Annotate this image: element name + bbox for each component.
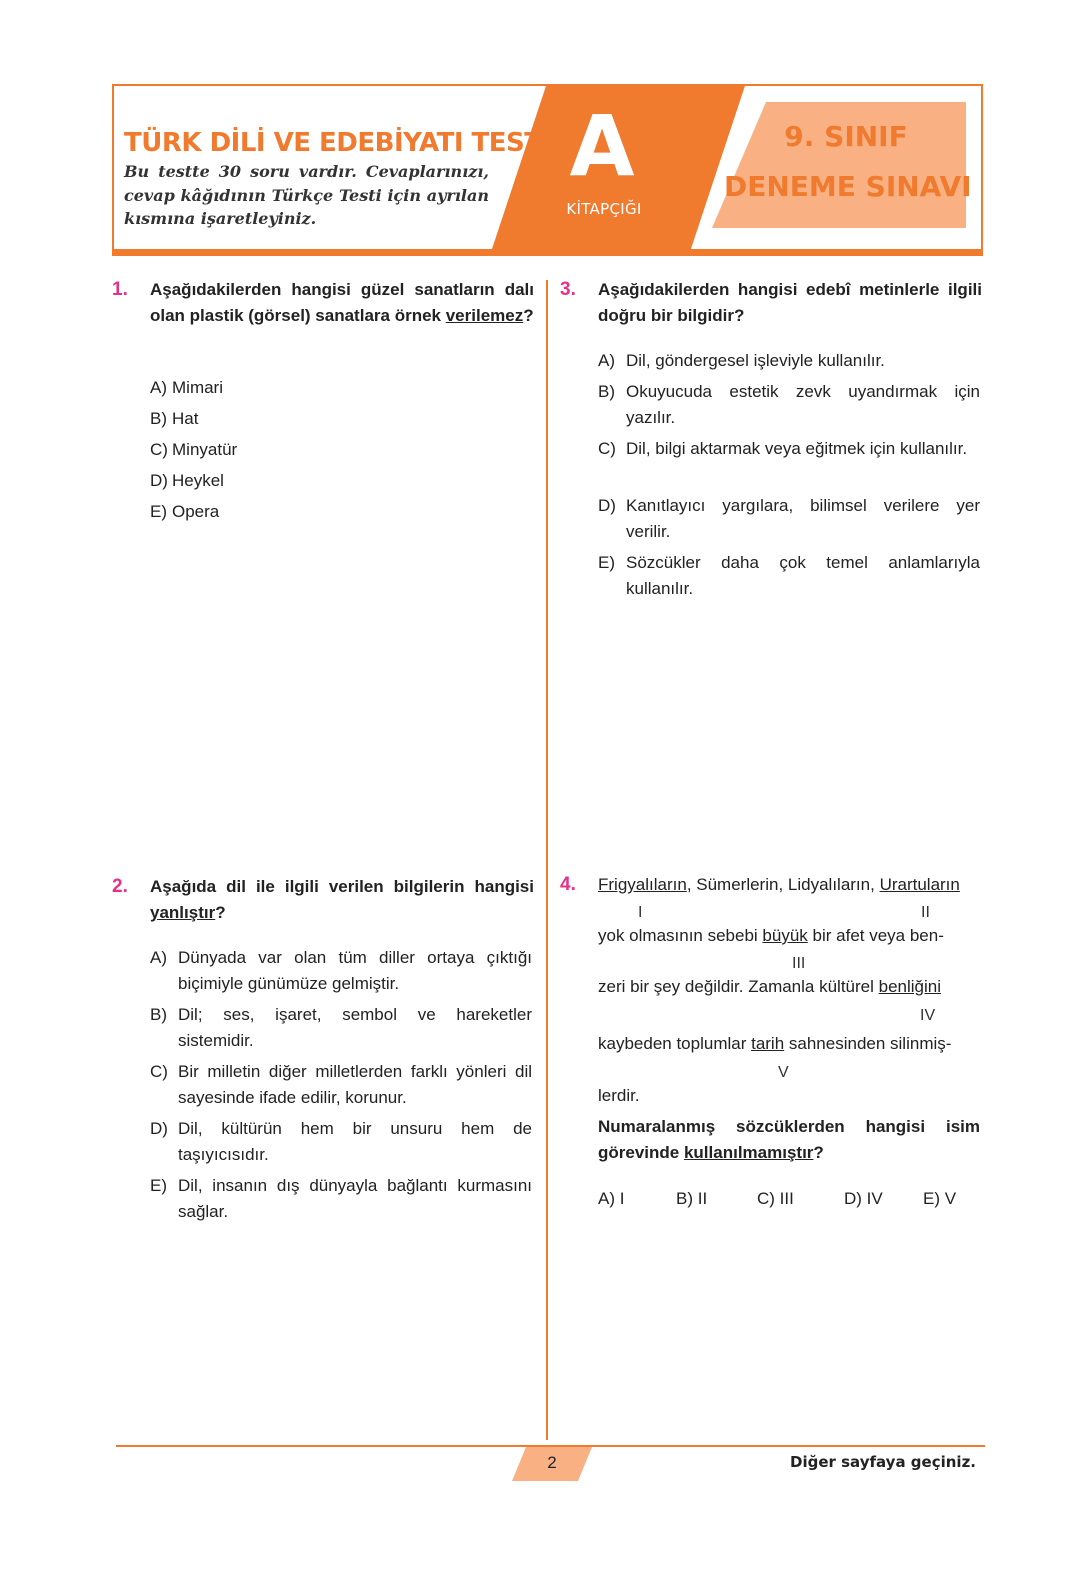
option-text: Dünyada var olan tüm diller ortaya çıktığı biçimiyle günümüze gelmiştir. (178, 948, 532, 993)
option-text: Minyatür (172, 440, 238, 459)
stem-text: Aşağıdakilerden hangisi güzel sanatların dalı olan plastik (görsel) sanatlara örnek (150, 280, 534, 325)
option-letter: C) (598, 439, 616, 458)
option-letter: B) (150, 409, 167, 428)
option-letter: B) (150, 1005, 167, 1024)
passage-text: kaybeden toplumlar (598, 1034, 752, 1053)
stem-end: ? (215, 903, 226, 922)
booklet-letter: A (569, 97, 635, 195)
option-letter: E) (150, 502, 167, 521)
test-title: TÜRK DİLİ VE EDEBİYATI TESTİ (124, 128, 551, 158)
option-text: Dil; ses, işaret, sembol ve hareketler sistemidir. (178, 1005, 532, 1050)
question-stem: Aşağıdakilerden hangisi edebî metinlerle ilgili doğru bir bilgidir? (598, 280, 982, 325)
option-letter: C) (150, 1062, 168, 1081)
option-text: Dil, kültürün hem bir unsuru hem de taşıyıcısıdır. (178, 1119, 532, 1164)
question-stem (150, 277, 534, 329)
option-text: Dil, insanın dış dünyayla bağlantı kurmasını sağlar. (178, 1176, 532, 1221)
numbered-word-5: tarih (751, 1034, 785, 1053)
numbered-word-1: Frigyalıların (598, 875, 687, 894)
booklet-label: KİTAPÇIĞI (566, 200, 642, 218)
stem-emphasis: yanlıştır (150, 903, 216, 922)
option-letter: E) (150, 1176, 167, 1195)
passage-text: , Sümerlerin, Lidyalıların, (686, 875, 880, 894)
numbered-word-2: Urartuların (879, 875, 960, 894)
numbered-word-4: benliğini (878, 977, 942, 996)
passage-text: yok olmasının sebebi (598, 926, 763, 945)
roman-numeral-2: II (921, 904, 930, 921)
option-text: Dil, bilgi aktarmak veya eğitmek için kullanılır. (626, 439, 968, 458)
option-a[interactable]: A) I (598, 1189, 625, 1208)
next-page-note: Diğer sayfaya geçiniz. (790, 1453, 976, 1471)
question-number: 2. (112, 876, 128, 897)
passage-line-3 (598, 974, 941, 1000)
option-letter: C) (150, 440, 168, 459)
option-c[interactable]: C) III (757, 1189, 794, 1208)
option-text: Dil, göndergesel işleviyle kullanılır. (626, 351, 885, 370)
option-text: Heykel (172, 471, 224, 490)
column-divider (546, 280, 548, 1440)
option-letter: A) (150, 378, 167, 397)
stem-text: Aşağıda dil ile ilgili verilen bilgilerin hangisi (150, 877, 534, 896)
passage-line-5: lerdir. (598, 1086, 640, 1105)
option-letter: E) (598, 553, 615, 572)
option-text: Hat (172, 409, 199, 428)
stem-text: Numaralanmış sözcüklerden hangisi isim görevinde (598, 1117, 980, 1162)
question-stem (598, 1114, 980, 1166)
roman-numeral-1: I (638, 904, 643, 921)
exam-header (112, 84, 983, 256)
option-letter: A) (598, 351, 615, 370)
roman-numeral-5: V (778, 1064, 789, 1081)
option-letter: A) (150, 948, 167, 967)
option-letter: D) (598, 496, 616, 515)
question-number: 3. (560, 279, 576, 300)
question-number: 1. (112, 279, 128, 300)
passage-line-1 (598, 872, 960, 898)
roman-numeral-4: IV (920, 1007, 936, 1024)
option-text: Okuyucuda estetik zevk uyandırmak için yazılır. (626, 382, 980, 427)
numbered-word-3: büyük (762, 926, 808, 945)
passage-line-4 (598, 1031, 951, 1057)
option-letter: D) (150, 1119, 168, 1138)
option-letter: B) (598, 382, 615, 401)
question-number: 4. (560, 874, 576, 895)
passage-text: sahnesinden silinmiş- (784, 1034, 952, 1053)
stem-end: ? (523, 306, 534, 325)
test-instructions: Bu testte 30 soru vardır. Cevaplarınızı, cevap kâğıdının Türkçe Testi için ayrılan kısmına işaretleyiniz. (124, 162, 489, 228)
option-d[interactable]: D) IV (844, 1189, 883, 1208)
passage-line-2 (598, 923, 944, 949)
option-text: Mimari (172, 378, 223, 397)
grade-label: 9. SINIF (784, 120, 908, 153)
stem-end: ? (813, 1143, 824, 1162)
option-text: Kanıtlayıcı yargılara, bilimsel verilere yer verilir. (626, 496, 980, 541)
option-b[interactable]: B) II (676, 1189, 708, 1208)
option-e[interactable]: E) V (923, 1189, 957, 1208)
option-letter: D) (150, 471, 168, 490)
option-text: Bir milletin diğer milletlerden farklı yönleri dil sayesinde ifade edilir, korunur. (178, 1062, 532, 1107)
page-number: 2 (547, 1453, 557, 1472)
stem-emphasis: verilemez (445, 306, 524, 325)
option-text: Sözcükler daha çok temel anlamlarıyla kullanılır. (626, 553, 980, 598)
passage-text: bir afet veya ben- (807, 926, 944, 945)
stem-emphasis: kullanılmamıştır (683, 1143, 814, 1162)
question-stem (150, 874, 534, 926)
option-text: Opera (172, 502, 220, 521)
roman-numeral-3: III (792, 955, 806, 972)
exam-label: DENEME SINAVI (724, 170, 972, 203)
passage-text: zeri bir şey değildir. Zamanla kültürel (598, 977, 879, 996)
